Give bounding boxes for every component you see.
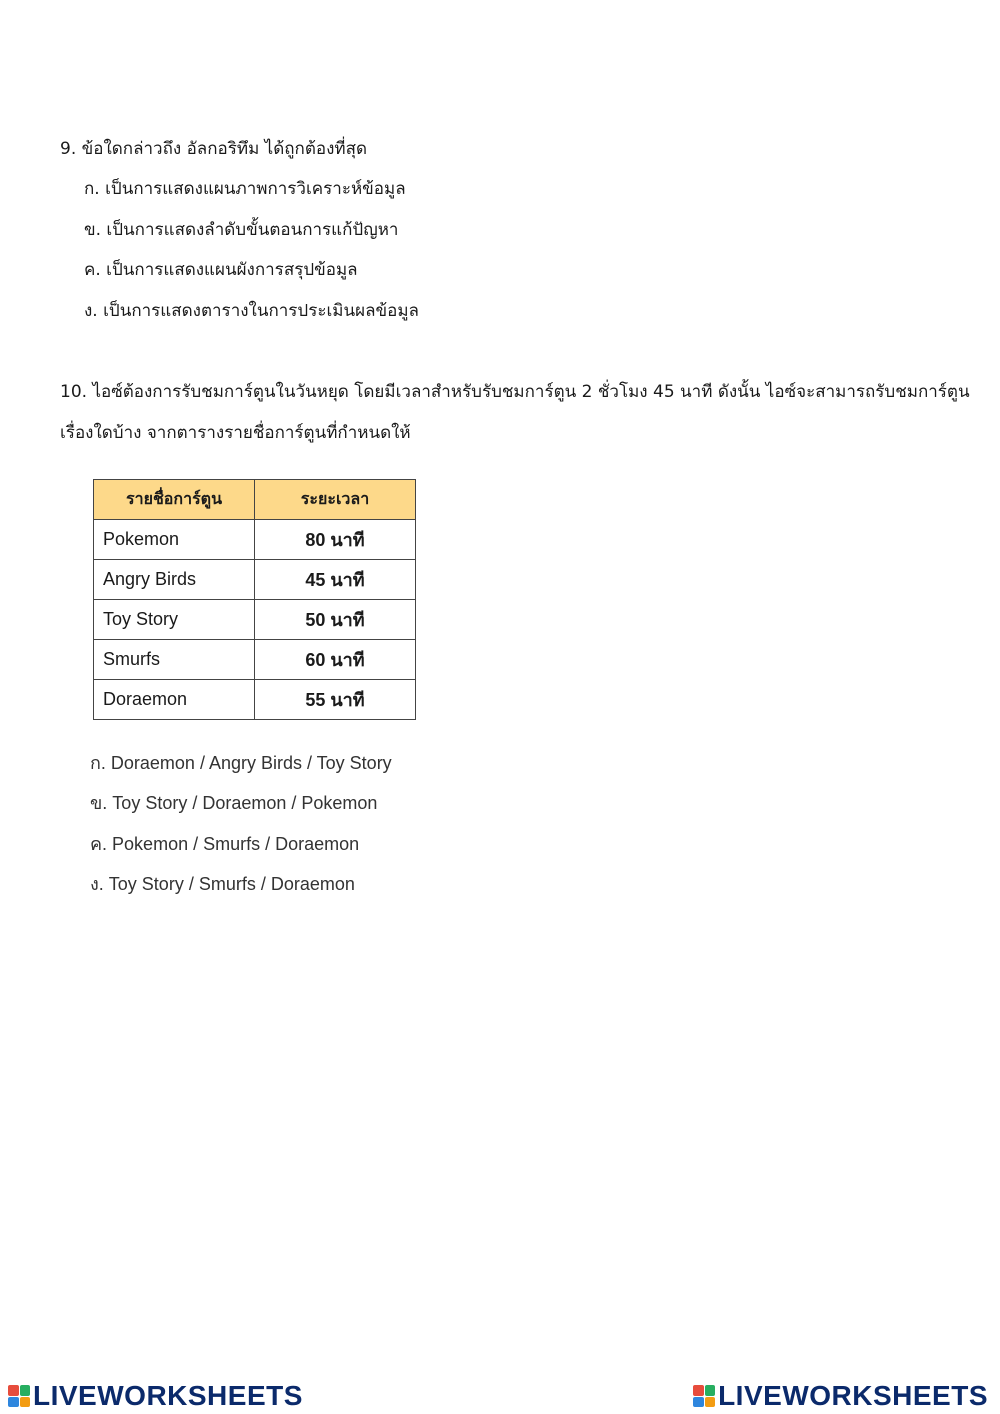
cartoon-name: Angry Birds bbox=[94, 560, 255, 600]
table-row bbox=[94, 680, 416, 720]
cartoon-duration: 45 นาที bbox=[255, 560, 416, 600]
cartoon-duration: 55 นาที bbox=[255, 680, 416, 720]
cartoon-name: Pokemon bbox=[94, 520, 255, 560]
header-cartoon-name: รายชื่อการ์ตูน bbox=[94, 480, 255, 520]
cartoon-duration-table bbox=[93, 479, 416, 720]
question-10-option-b: ข. Toy Story / Doraemon / Pokemon bbox=[90, 793, 378, 813]
cartoon-name: Smurfs bbox=[94, 640, 255, 680]
liveworksheets-logo-icon bbox=[693, 1385, 715, 1407]
liveworksheets-logo-right bbox=[693, 1380, 988, 1412]
cartoon-duration: 60 นาที bbox=[255, 640, 416, 680]
question-10-prompt-line-1: 10. ไอซ์ต้องการรับชมการ์ตูนในวันหยุด โดยมีเวลาสำหรับรับชมการ์ตูน 2 ชั่วโมง 45 นาที ดังนั้น ไอซ์จะสามารถรับชมการ์ตูน bbox=[60, 382, 970, 402]
table-row bbox=[94, 560, 416, 600]
question-10-option-a: ก. Doraemon / Angry Birds / Toy Story bbox=[90, 753, 392, 773]
liveworksheets-logo-left bbox=[8, 1380, 303, 1412]
header-duration: ระยะเวลา bbox=[255, 480, 416, 520]
question-9-option-b: ข. เป็นการแสดงลำดับขั้นตอนการแก้ปัญหา bbox=[84, 220, 399, 240]
question-10-option-c: ค. Pokemon / Smurfs / Doraemon bbox=[90, 834, 360, 854]
question-9-prompt: 9. ข้อใดกล่าวถึง อัลกอริทึม ได้ถูกต้องที่สุด bbox=[60, 139, 368, 159]
cartoon-duration: 80 นาที bbox=[255, 520, 416, 560]
table-header-row bbox=[94, 480, 416, 520]
table-row bbox=[94, 520, 416, 560]
question-9-option-a: ก. เป็นการแสดงแผนภาพการวิเคราะห์ข้อมูล bbox=[84, 179, 406, 199]
cartoon-name: Toy Story bbox=[94, 600, 255, 640]
question-9-option-d: ง. เป็นการแสดงตารางในการประเมินผลข้อมูล bbox=[84, 301, 419, 321]
question-9-option-c: ค. เป็นการแสดงแผนผังการสรุปข้อมูล bbox=[84, 260, 358, 280]
logo-text: LIVEWORKSHEETS bbox=[718, 1380, 988, 1411]
table-row bbox=[94, 600, 416, 640]
logo-text: LIVEWORKSHEETS bbox=[33, 1380, 303, 1411]
liveworksheets-logo-icon bbox=[8, 1385, 30, 1407]
question-10-option-d: ง. Toy Story / Smurfs / Doraemon bbox=[90, 874, 355, 894]
table-row bbox=[94, 640, 416, 680]
cartoon-name: Doraemon bbox=[94, 680, 255, 720]
cartoon-duration: 50 นาที bbox=[255, 600, 416, 640]
question-10-prompt-line-2: เรื่องใดบ้าง จากตารางรายชื่อการ์ตูนที่กำหนดให้ bbox=[60, 423, 411, 443]
